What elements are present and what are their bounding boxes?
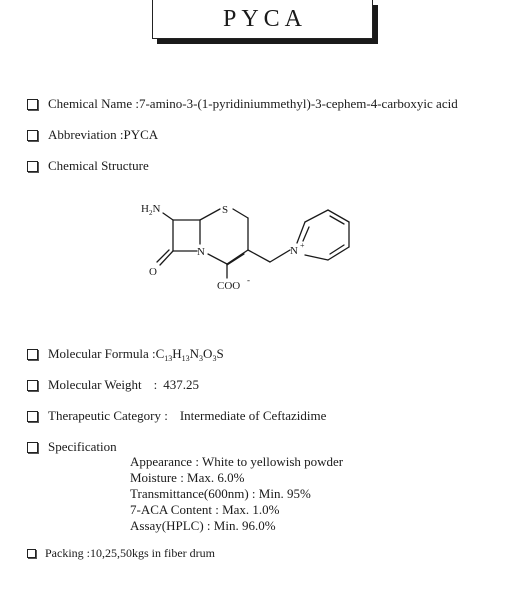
spec-item-transmittance: Transmittance(600nm) : Min. 95% [130, 486, 311, 501]
packing-value: 10,25,50kgs in fiber drum [90, 546, 215, 560]
chemical-name-value: 7-amino-3-(1-pyridiniummethyl)-3-cephem-4-carboxyic acid [138, 96, 458, 111]
chemical-name-label: Chemical Name : [48, 96, 139, 111]
spec-item-7aca-content: 7-ACA Content : Max. 1.0% [130, 502, 280, 517]
atom-label-pyridinium-charge: + [300, 241, 305, 250]
packing-row [27, 546, 215, 561]
therapeutic-category-row [27, 408, 326, 424]
bond [330, 245, 344, 254]
bond [303, 227, 309, 241]
therapeutic-category-value: Intermediate of Ceftazidime [179, 408, 327, 423]
molecular-weight-row [27, 377, 199, 393]
checkbox-icon [27, 380, 38, 391]
page-title: PYCA [222, 5, 308, 32]
spec-item-moisture: Moisture : Max. 6.0% [130, 470, 245, 485]
checkbox-icon [27, 549, 36, 558]
bond [305, 210, 328, 222]
bond [208, 254, 227, 264]
specification-label: Specification [48, 439, 117, 454]
bond [305, 255, 328, 260]
specification-list [130, 454, 343, 534]
abbreviation-value: PYCA [123, 127, 159, 142]
bond [200, 209, 220, 220]
spec-item-appearance: Appearance : White to yellowish powder [130, 454, 344, 469]
bond [227, 254, 244, 265]
bond [227, 250, 248, 264]
molecular-weight-label: Molecular Weight [48, 377, 142, 392]
checkbox-icon [27, 411, 38, 422]
spec-item-assay: Assay(HPLC) : Min. 96.0% [130, 518, 276, 533]
checkbox-icon [27, 442, 38, 453]
atom-label-h2n: $H_2N$ [141, 203, 161, 217]
molecular-formula-value: $C_{13}H_{13}N_3O_3S$ [155, 346, 224, 363]
bond [157, 250, 169, 262]
atom-label-coo: COO [217, 280, 241, 292]
molecular-formula-row [27, 346, 224, 362]
bond [163, 213, 173, 220]
atom-label-ring-n: N [197, 246, 205, 258]
bond [233, 209, 248, 218]
atom-label-s: S [222, 204, 229, 216]
atom-label-o: O [149, 266, 157, 278]
bond [248, 250, 270, 262]
packing-label: Packing : [45, 546, 90, 560]
molecular-weight-value: 437.25 [163, 377, 200, 392]
molecular-weight-sep: : [153, 377, 158, 392]
checkbox-icon [27, 349, 38, 360]
chemical-structure-label: Chemical Structure [48, 158, 149, 173]
atom-label-coo-charge: - [247, 275, 250, 285]
abbreviation-label: Abbreviation : [48, 127, 124, 142]
molecular-formula-label: Molecular Formula : [48, 346, 156, 361]
therapeutic-category-label: Therapeutic Category : [48, 408, 168, 423]
bond [270, 250, 290, 262]
specification-row [27, 439, 117, 455]
atom-label-pyridinium-n: N [290, 245, 298, 257]
